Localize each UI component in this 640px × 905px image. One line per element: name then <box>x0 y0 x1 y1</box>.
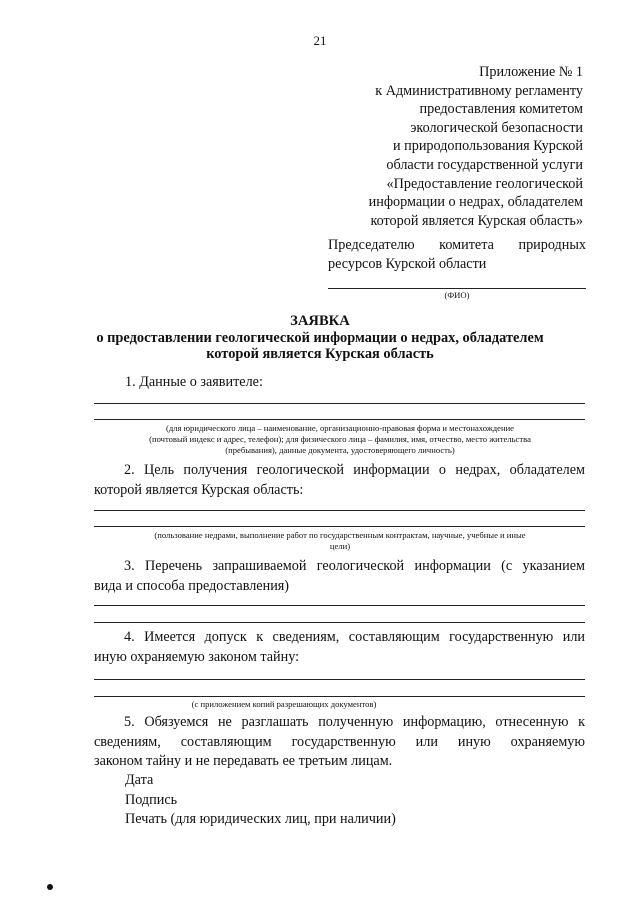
section-1-caption-line-1: (для юридического лица – наименование, организационно-правовая форма и местонахождение <box>166 423 514 433</box>
section-4-text <box>94 628 585 667</box>
appendix-line: и природопользования Курской <box>393 138 583 155</box>
addressee-block <box>328 236 586 274</box>
seal-label: Печать (для юридических лиц, при наличии) <box>125 811 396 827</box>
appendix-line: Приложение № 1 <box>479 64 583 80</box>
title-line-1: о предоставлении геологической информации о недрах, обладателем <box>96 329 544 346</box>
addressee-line-2: ресурсов Курской области <box>328 256 487 272</box>
addressee-line-1: Председателю комитета природных <box>328 237 586 253</box>
fio-field-line[interactable] <box>328 288 586 289</box>
section-3-line-1: 3. Перечень запрашиваемой геологической информации (с указанием <box>124 558 585 574</box>
page-number: 21 <box>313 33 327 48</box>
section-1-caption-line-3: (пребывания), данные документа, удостоверяющего личность) <box>225 445 455 455</box>
info-list-field-line-1[interactable] <box>94 605 585 606</box>
signature-block <box>125 771 545 830</box>
appendix-line: которой является Курская область» <box>370 212 583 229</box>
applicant-field-line-1[interactable] <box>94 403 585 404</box>
section-5-line-2: сведениям, составляющим государственную или иную охраняемую <box>94 733 585 750</box>
section-1-caption-line-2: (почтовый индекс и адрес, телефон); для физического лица – фамилия, имя, отчество, место жительства <box>149 434 531 444</box>
appendix-line: экологической безопасности <box>410 119 583 136</box>
section-2-caption <box>80 530 600 552</box>
section-2-caption-line-1: (пользование недрами, выполнение работ по государственным контрактам, научные, учебные и иные <box>154 530 526 540</box>
clearance-field-line-1[interactable] <box>94 679 585 680</box>
appendix-line: информации о недрах, обладателем <box>368 194 583 211</box>
title-heading: ЗАЯВКА <box>290 313 350 329</box>
section-4-caption: (с приложением копий разрешающих документов) <box>191 699 377 709</box>
section-2-line-1: 2. Цель получения геологической информации о недрах, обладателем <box>124 462 585 478</box>
purpose-field-line-2[interactable] <box>94 526 585 527</box>
section-1-label: 1. Данные о заявителе: <box>125 374 263 390</box>
appendix-line: области государственной услуги <box>386 156 583 173</box>
section-5-line-1: 5. Обязуемся не разглашать полученную информацию, отнесенную к <box>124 714 585 730</box>
appendix-line: к Административному регламенту <box>375 82 583 99</box>
section-4-line-1: 4. Имеется допуск к сведениям, составляющим государственную или <box>124 629 585 645</box>
section-3-line-2: вида и способа предоставления) <box>94 577 290 594</box>
section-2-text <box>94 461 585 500</box>
section-3-text <box>94 557 585 596</box>
clearance-field-line-2[interactable] <box>94 696 585 697</box>
info-list-field-line-2[interactable] <box>94 622 585 623</box>
document-title <box>0 313 640 363</box>
section-2-caption-line-2: цели) <box>329 541 351 551</box>
appendix-line: «Предоставление геологической <box>386 175 583 192</box>
section-2-line-2: которой является Курская область: <box>94 481 304 498</box>
title-line-2: которой является Курская область <box>206 346 434 362</box>
section-1-caption <box>80 423 600 456</box>
fio-caption: (ФИО) <box>444 290 470 300</box>
scan-ink-spot <box>47 884 53 890</box>
appendix-line: предоставления комитетом <box>419 101 583 118</box>
appendix-header <box>323 63 583 230</box>
section-4-line-2: иную охраняемую законом тайну: <box>94 648 300 665</box>
date-label: Дата <box>125 772 154 788</box>
section-5-text <box>94 713 585 772</box>
signature-label: Подпись <box>125 791 178 808</box>
purpose-field-line-1[interactable] <box>94 510 585 511</box>
applicant-field-line-2[interactable] <box>94 419 585 420</box>
section-5-line-3: законом тайну и не передавать ее третьим лицам. <box>94 753 393 769</box>
